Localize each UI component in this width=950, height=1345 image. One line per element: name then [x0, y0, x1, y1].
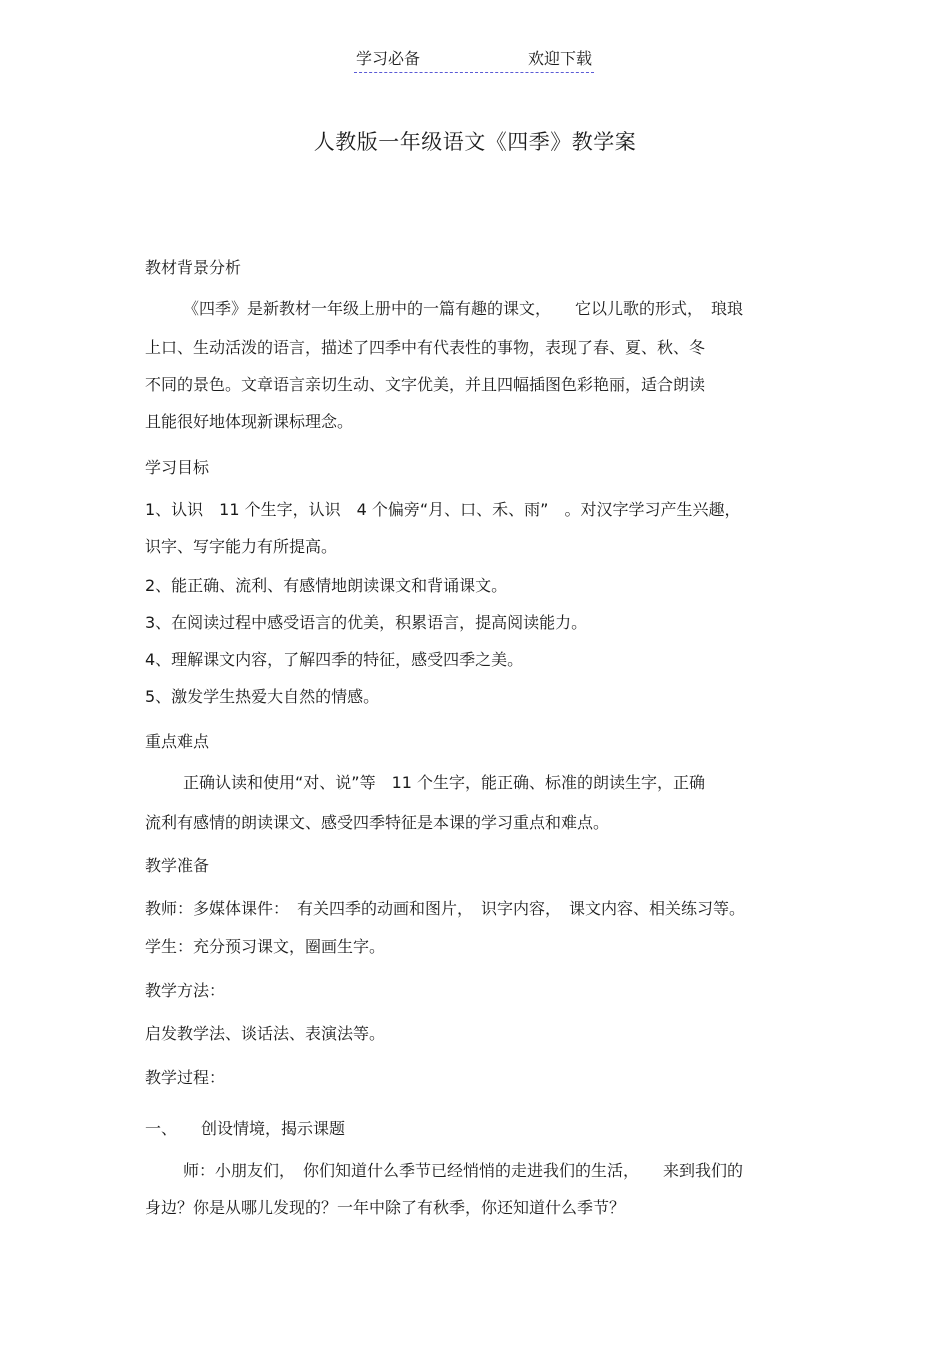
header-right-text: 欢迎下载: [527, 49, 592, 68]
paragraph-line: 师：小朋友们， 你们知道什么季节已经悄悄的走进我们的生活， 来到我们的: [183, 1161, 744, 1180]
paragraph-line: 不同的景色。文章语言亲切生动、文字优美，并且四幅插图色彩艳丽，适合朗读: [145, 375, 706, 394]
section-heading-preparation: 教学准备: [145, 856, 210, 875]
page-header: [354, 48, 594, 73]
process-step-heading: 一、 创设情境，揭示课题: [145, 1119, 346, 1138]
goal-item: 1、认识 11 个生字，认识 4 个偏旁“月、口、禾、雨” 。对汉字学习产生兴趣，: [145, 500, 741, 519]
section-heading-background: 教材背景分析: [145, 258, 242, 277]
paragraph-line: 《四季》是新教材一年级上册中的一篇有趣的课文， 它以儿歌的形式， 琅琅: [183, 299, 744, 318]
section-heading-goals: 学习目标: [145, 458, 210, 477]
paragraph-line: 且能很好地体现新课标理念。: [145, 412, 354, 431]
paragraph-line: 流利有感情的朗读课文、感受四季特征是本课的学习重点和难点。: [145, 813, 610, 832]
goal-item: 3、在阅读过程中感受语言的优美，积累语言，提高阅读能力。: [145, 613, 588, 632]
paragraph-line: 身边？你是从哪儿发现的？一年中除了有秋季，你还知道什么季节？: [145, 1198, 626, 1217]
paragraph-line: 正确认读和使用“对、说”等 11 个生字，能正确、标准的朗读生字，正确: [183, 773, 706, 792]
goal-item: 2、能正确、流利、有感情地朗读课文和背诵课文。: [145, 576, 508, 595]
document-title: 人教版一年级语文《四季》教学案: [313, 130, 637, 154]
section-heading-process: 教学过程：: [145, 1068, 226, 1087]
goal-item: 5、激发学生热爱大自然的情感。: [145, 687, 380, 706]
preparation-student: 学生：充分预习课文，圈画生字。: [145, 937, 386, 956]
section-heading-key-points: 重点难点: [145, 732, 210, 751]
paragraph-line: 上口、生动活泼的语言，描述了四季中有代表性的事物，表现了春、夏、秋、冬: [145, 338, 706, 357]
methods-text: 启发教学法、谈话法、表演法等。: [145, 1024, 386, 1043]
header-left-text: 学习必备: [356, 49, 421, 68]
section-heading-methods: 教学方法：: [145, 981, 226, 1000]
goal-item-continued: 识字、写字能力有所提高。: [145, 537, 338, 556]
goal-item: 4、理解课文内容，了解四季的特征，感受四季之美。: [145, 650, 524, 669]
preparation-teacher: 教师：多媒体课件： 有关四季的动画和图片， 识字内容， 课文内容、相关练习等。: [145, 899, 746, 918]
